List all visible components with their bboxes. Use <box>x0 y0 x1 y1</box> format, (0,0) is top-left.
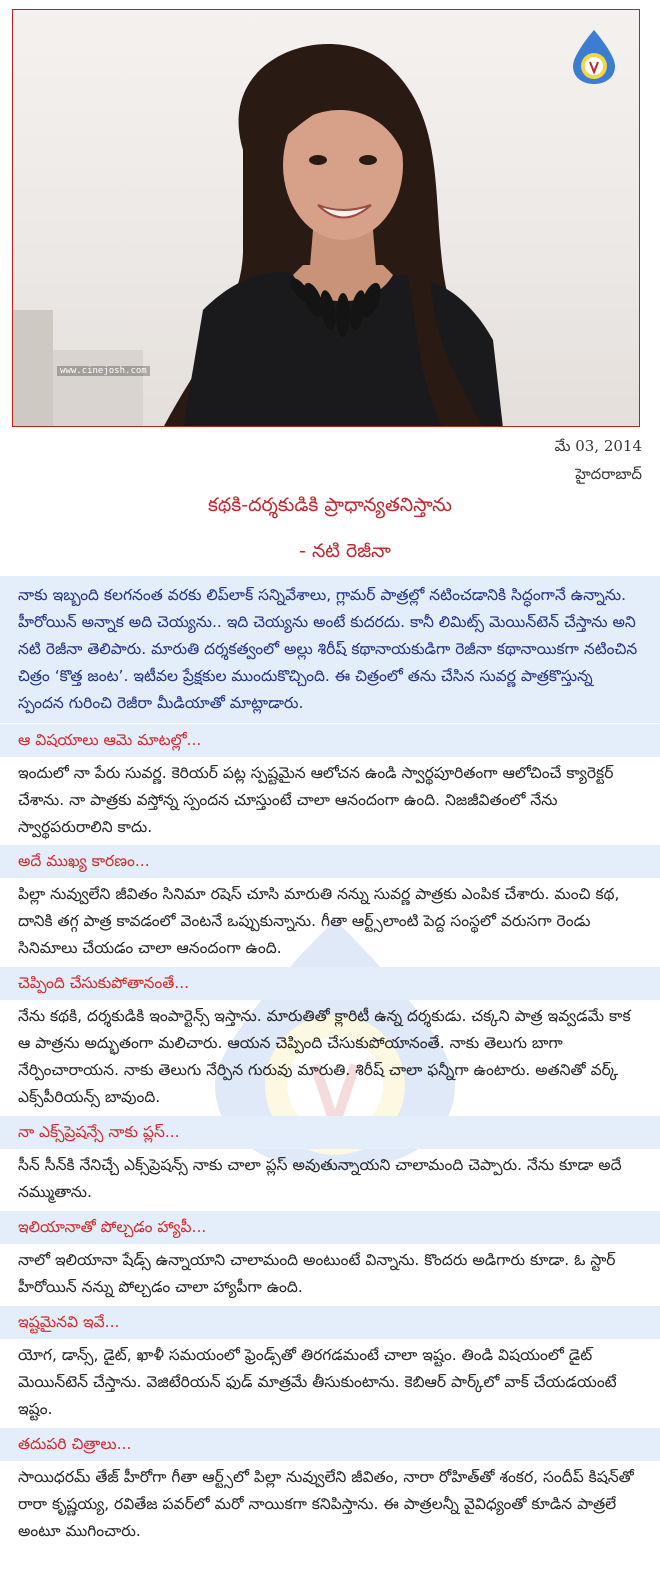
section-heading: ఇష్టమైనవి ఇవే... <box>0 1306 660 1339</box>
section-text: యోగ, డాన్స్, డైట్, ఖాళీ సమయంలో ఫ్రెండ్స్‌తో తిరగడమంటే చాలా ఇష్టం. తిండి విషయంలో డైట్ మెయిన్‌టెన్ చేస్తాను. వెజిటేరియన్ ఫుడ్ మాత్రమే తీసుకుంటాను. కెబిఆర్ పార్క్‌లో వాక్ చేయడయంటే ఇష్టం. <box>18 1346 617 1418</box>
section-text: ఇందులో నా పేరు సువర్ణ. కెరియర్ పట్ల స్పష్టమైన ఆలోచన ఉండి స్వార్థపూరితంగా ఆలోచించే క్యారెక్టర్ చేశాను. నా పాత్రకు వస్తోన్న స్పందన చూస్తుంటే చాలా ఆనందంగా ఉంది. నిజజీవితంలో నేను స్వార్థపరురాలిని కాదు. <box>18 764 614 836</box>
article-intro: నాకు ఇబ్బంది కలగనంత వరకు లిప్‌లాక్ సన్నివేశాలు, గ్లామర్ పాత్రల్లో నటించడానికి సిద్ధంగానే ఉన్నాను. హీరోయిన్ అన్నాక అది చెయ్యను.. ఇది చెయ్యను అంటే కుదరదు. కానీ లిమిట్స్ మెయిన్‌టెన్ చేస్తాను అని నటి రెజీనా తెలిపారు. మారుతి దర్శకత్వంలో అల్లు శిరీష్ కథానాయకుడిగా రెజీనా కథానాయికగా నటించిన చిత్రం ‘కొత్త జంట’. ఇటీవల ప్రేక్షకుల ముందుకొచ్చింది. ఈ చిత్రంలో తను చేసిన సువర్ణ పాత్రకొస్తున్న స్పందన గురించి రెజీరా మీడియాతో మాట్లాడారు. <box>0 576 660 723</box>
article-byline: - నటి రెజీనా <box>299 540 391 562</box>
section-heading: ఆ విషయాలు ఆమె మాటల్లో... <box>0 724 660 757</box>
site-logo-icon <box>569 28 619 86</box>
section-text: సాయిధరమ్ తేజ్ హీరోగా గీతా ఆర్ట్స్‌లో పిల్లా నువ్వులేని జీవితం, నారా రోహిత్‌తో శంకర, సందీప్ కిషన్‌తో రారా కృష్ణయ్య, రవితేజ పవర్‌లో మరో నాయికగా కనిపిస్తాను. ఈ పాత్రలన్నీ వైవిధ్యంతో కూడిన పాత్రలే అంటూ ముగించారు. <box>18 1468 634 1540</box>
section-text: నేను కథకి, దర్శకుడికి ఇంపార్టెన్స్ ఇస్తాను. మారుతితో క్లారిటీ ఉన్న దర్శకుడు. చక్కని పాత్ర ఇవ్వడమే కాక ఆ పాత్రను అద్భుతంగా మలిచారు. ఆయన చెప్పింది చేసుకుపోయానంతే. నాకు తెలుగు బాగా నేర్పించారాయన. నాకు తెలుగు నేర్పిన గురువు మారుతి. శిరీష్ చాలా ఫన్నీగా ఉంటారు. అతనితో వర్క్ ఎక్స్‌పీరియన్స్ బావుంది. <box>18 1007 631 1106</box>
section-heading: ఇలియానాతో పోల్చడం హ్యాపీ... <box>0 1211 660 1244</box>
article-title: కథకి-దర్శకుడికి ప్రాధాన్యతనిస్తాను <box>208 494 452 516</box>
section-heading: చెప్పింది చేసుకుపోతానంతే... <box>0 967 660 1000</box>
article-date: మే 03, 2014 <box>554 437 642 455</box>
section-text: సీన్ సీన్‌కి నేనిచ్చే ఎక్స్‌ప్రెషన్స్ నాకు చాలా ప్లస్ అవుతున్నాయని చాలామంది చెప్పారు. నేను కూడా అదే నమ్ముతాను. <box>18 1156 622 1201</box>
portrait-illustration <box>13 10 640 427</box>
section-heading: అదే ముఖ్య కారణం... <box>0 845 660 878</box>
section-heading: నా ఎక్స్‌ప్రెషన్సే నాకు ప్లస్... <box>0 1116 660 1149</box>
section-text: నాలో ఇలియానా షేడ్స్ ఉన్నాయాని చాలామంది అంటుంటే విన్నాను. కొందరు అడిగారు కూడా. ఓ స్టార్ హీరోయిన్ నన్ను పోల్చడం చాలా హ్యాపీగా ఉంది. <box>18 1251 616 1296</box>
section-text: పిల్లా నువ్వులేని జీవితం సినిమా రషెస్ చూసి మారుతి నన్ను సువర్ణ పాత్రకు ఎంపిక చేశారు. మంచి కథ, దానికి తగ్గ పాత్ర కావడంలో వెంటనే ఒప్పుకున్నాను. గీతా ఆర్ట్స్‌లాంటి పెద్ద సంస్థలో వరుసగా రెండు సినిమాలు చేయడం చాలా ఆనందంగా ఉంది. <box>18 885 620 957</box>
photo-watermark: www.cinejosh.com <box>57 366 150 376</box>
article-place: హైదరాబాద్ <box>575 465 642 483</box>
article-photo <box>12 9 640 427</box>
section-heading: తదుపరి చిత్రాలు... <box>0 1428 660 1461</box>
